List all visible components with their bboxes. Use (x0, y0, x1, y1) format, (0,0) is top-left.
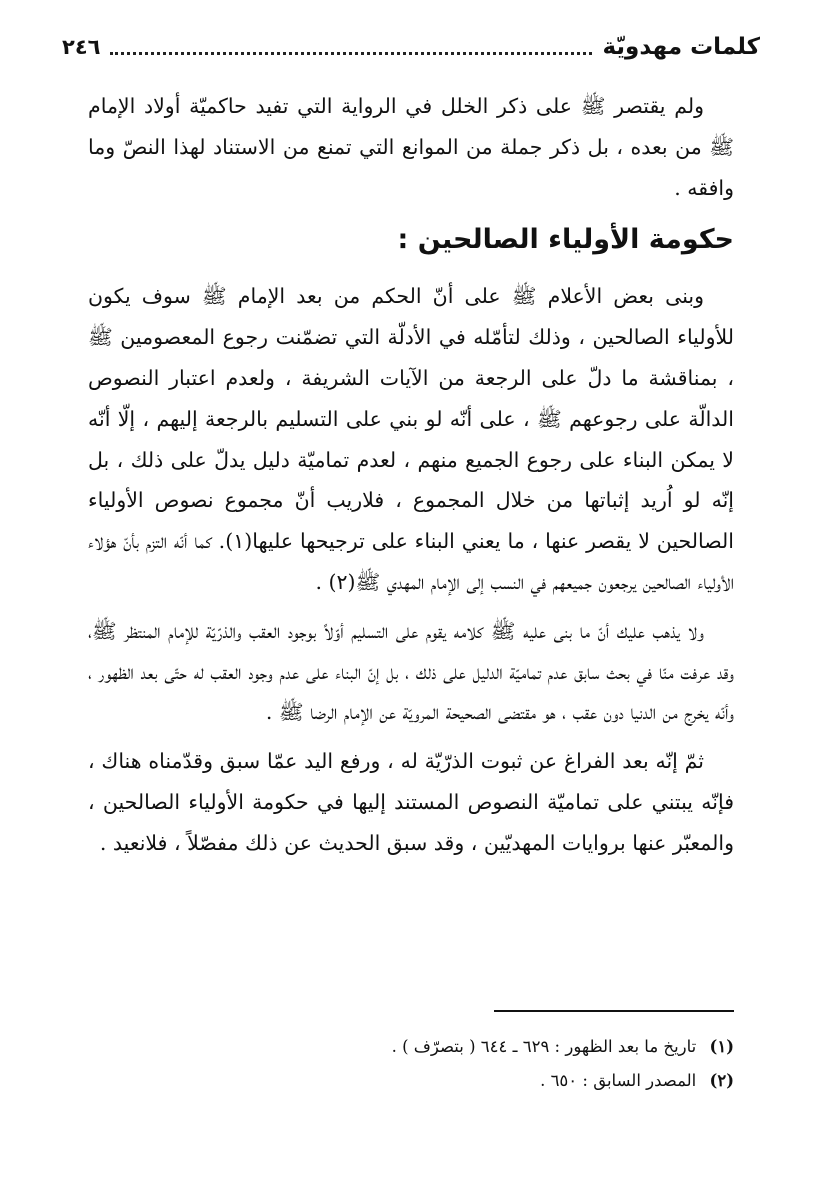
running-header (62, 30, 760, 64)
paragraph-1: وبنى بعض الأعلام ﷺ على أنّ الحكم من بعد الإمام ﷺ سوف يكون للأولياء الصالحين ، وذلك لتأمّله في الأدلّة التي تضمّنت رجوع المعصومين ﷺ ، بمناقشة ما دلّ على الرجعة من الآيات الشريفة ، ولعدم اعتبار النصوص الدالّة على رجوعهم ﷺ ، على أنّه لو بني على التسليم بالرجعة إليهم ، إلّا أنّه لا يمكن البناء على رجوع الجميع منهم ، لعدم تماميّة دليل يدلّ على ذلك ، بل إنّه لو اُريد إثباتها من خلال المجموع ، فلاريب أنّ مجموع نصوص الأولياء الصالحين لا يقصر عنها ، ما يعني البناء على ترجيحها عليها(١). كما أنّه التزم بأنّ هؤلاء الأولياء الصالحين يرجعون جميعهم في النسب إلى الإمام المهدي ﷺ(٢) . (88, 284, 735, 594)
section-heading: حكومة الأولياء الصالحين : (397, 224, 734, 256)
header-title: كلمات مهدويّة (602, 34, 760, 60)
footnote-separator (494, 1010, 734, 1012)
footnotes (88, 1030, 734, 1098)
paragraph-2: ولا يذهب عليك أنّ ما بنى عليه ﷺ كلامه يقوم على التسليم أوّلاً بوجود العقب والذرّيّة للإمام المنتظر ﷺ، وقد عرفت منّا في بحث سابق عدم تماميّة الدليل على ذلك ، بل إنّ البناء على عدم وجود العقب له حتّى بعد الظهور ، وأنّه يخرج من الدنيا دون عقب ، هو مقتضى الصحيحة المرويّة عن الإمام الرضا ﷺ . (88, 618, 734, 725)
footnote-number: (٢) (709, 1071, 734, 1090)
footnote-text: تاريخ ما بعد الظهور : ٦٢٩ ـ ٦٤٤ ( بتصرّف ) . (391, 1037, 697, 1056)
footnote-text: المصدر السابق : ٦٥٠ . (540, 1071, 697, 1090)
footnote-number: (١) (709, 1037, 734, 1056)
paragraph-intro: ولم يقتصر ﷺ على ذكر الخلل في الرواية التي تفيد حاكميّة أولاد الإمام ﷺ من بعده ، بل ذكر جملة من الموانع التي تمنع من الاستناد لهذا النصّ وما وافقه . (88, 94, 734, 200)
paragraph-3: ثمّ إنّه بعد الفراغ عن ثبوت الذرّيّة له ، ورفع اليد عمّا سبق وقدّمناه هناك ، فإنّه يبتني على تماميّة النصوص المستند إليها في حكومة الأولياء الصالحين ، والمعبّر عنها بروايات المهديّين ، وقد سبق الحديث عن ذلك مفصّلاً ، فلانعيد . (88, 749, 734, 855)
body-text (88, 86, 734, 864)
page-number: ٢٤٦ (62, 35, 101, 59)
footnote-item (88, 1064, 734, 1098)
header-leader-dots (110, 52, 592, 55)
footnote-item (88, 1030, 734, 1064)
